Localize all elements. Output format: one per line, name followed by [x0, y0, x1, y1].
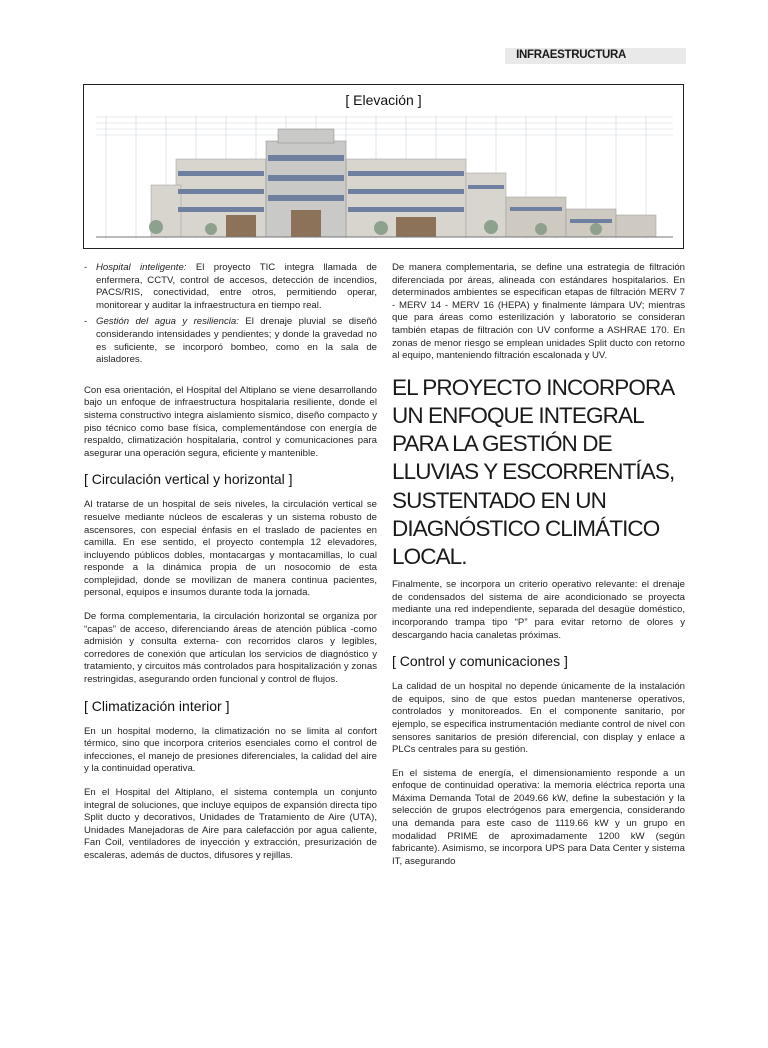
body-paragraph: Con esa orientación, el Hospital del Altiplano se viene desarrollando bajo un enfoque de infraestructura hospitalaria resiliente, donde el sistema constructivo integra aislamiento sísmico, diseño compacto y piso técnico como base física, complementándose con energía de respaldo, climatización hospitalaria, control y comunicaciones para asegurar una operación segura, eficiente y mantenible.: [84, 384, 377, 459]
left-column: [84, 262, 377, 874]
feature-list: [84, 262, 377, 367]
body-paragraph: Finalmente, se incorpora un criterio operativo relevante: el drenaje de condensados del sistema de aire acondicionado se proyecta mediante una red independiente, separada del desagüe doméstico, incorporando trampa tipo “P” para evitar retorno de olores y descargando hacia canaletas próximas.: [392, 579, 685, 641]
section-header: [505, 48, 686, 64]
body-paragraph: En el sistema de energía, el dimensionamiento responde a un enfoque de continuidad operativa: la memoria eléctrica reporta una Máxima Demanda Total de 2049.66 kW, define la subestación y la selección de grupos electrógenos para emergencia, considerando una demanda para este caso de 1119.66 kW y un grupo en modalidad PRIME de aproximadamente 1200 kW (según fabricante). Asimismo, se incorpora UPS para Data Center y sistema IT, asegurando: [392, 767, 685, 867]
body-paragraph: La calidad de un hospital no depende únicamente de la instalación de equipos, sino de que estos puedan mantenerse operativos, controlados y monitoreados. En el componente sanitario, por ejemplo, se especifica instrumentación mediante control de nivel con sensores sanitarios de presión diferencial, con display y enlace a PLCs centrales para su gestión.: [392, 681, 685, 756]
section-heading: [ Climatización interior ]: [84, 697, 230, 714]
section-heading: [ Circulación vertical y horizontal ]: [84, 471, 293, 488]
low-annex: [506, 197, 656, 237]
elevation-figure: [83, 84, 684, 249]
figure-title: [ Elevación ]: [345, 92, 422, 108]
body-paragraph: Al tratarse de un hospital de seis niveles, la circulación vertical se resuelve mediante núcleos de escaleras y un sistema robusto de ascensores, con especial énfasis en el traslado de pacientes en camilla. En ese sentido, el proyecto contempla 12 elevadores, incluyendo públicos dobles, montacargas y montacamillas, lo cual responde a la dinámica propia de un nosocomio de esta complejidad, donde se movilizan de manera continua pacientes, personal, equipos e insumos durante toda la jornada.: [84, 499, 377, 599]
body-paragraph: De manera complementaria, se define una estrategia de filtración diferenciada por áreas, alineada con estándares hospitalarios. En determinados ambientes se especifican etapas de filtración MERV 7 - MERV 14 - MERV 16 (HEPA) y finalmente lámpara UV; mientras que para áreas como esterilización y laboratorio se consideran también etapas de filtración con UV conforme a ASHRAE 170. En zonas de menor riesgo se emplean unidades Split ducto con retorno al equipo, manteniendo filtración escalonada y UV.: [392, 262, 685, 362]
section-title: INFRAESTRUCTURA: [516, 49, 626, 61]
list-item: - Gestión del agua y resiliencia: El drenaje pluvial se diseñó considerando intensidades y pendientes; y donde la gravedad no es suficiente, se incorporó bombeo, como en la sala de aisladores.: [84, 316, 377, 366]
elevation-drawing: [96, 115, 673, 245]
right-column: [392, 262, 685, 879]
section-heading: [ Control y comunicaciones ]: [392, 653, 568, 670]
pull-quote: EL PROYECTO INCORPORA UN ENFOQUE INTEGRAL PARA LA GESTIÓN DE LLUVIAS Y ESCORRENTÍAS, SUSTENTADO EN UN DIAGNÓSTICO CLIMÁTICO LOCAL.: [392, 374, 675, 569]
body-paragraph: En un hospital moderno, la climatización no se limita al confort térmico, sino que incorpora criterios esenciales como el control de infecciones, el manejo de presiones diferenciales, la calidad del aire y la continuidad operativa.: [84, 725, 377, 775]
body-paragraph: De forma complementaria, la circulación horizontal se organiza por “capas” de acceso, diferenciando áreas de atención pública -como admisión y consulta externa- con recorridos claros y legibles, corredores de conexión que articulan los servicios de diagnóstico y tratamiento, y circuitos más controlados para hospitalización y zonas restringidas, asegurando orden funcional y control de flujos.: [84, 611, 377, 686]
body-paragraph: En el Hospital del Altiplano, el sistema contempla un conjunto integral de soluciones, que incluye equipos de expansión directa tipo Split ducto y decorativos, Unidades de Tratamiento de Aire (UTA), Unidades Manejadoras de Aire para calefacción por agua caliente, Fan Coil, ventiladores de inyección y extracción, presurización de escaleras, además de ductos, difusores y rejillas.: [84, 787, 377, 861]
list-item: - Hospital inteligente: El proyecto TIC integra llamada de enfermera, CCTV, control de accesos, detección de incendios, PACS/RIS, conectividad, entre otros, permitiendo operar, monitorear y auditar la infraestructura en tiempo real.: [84, 262, 377, 312]
